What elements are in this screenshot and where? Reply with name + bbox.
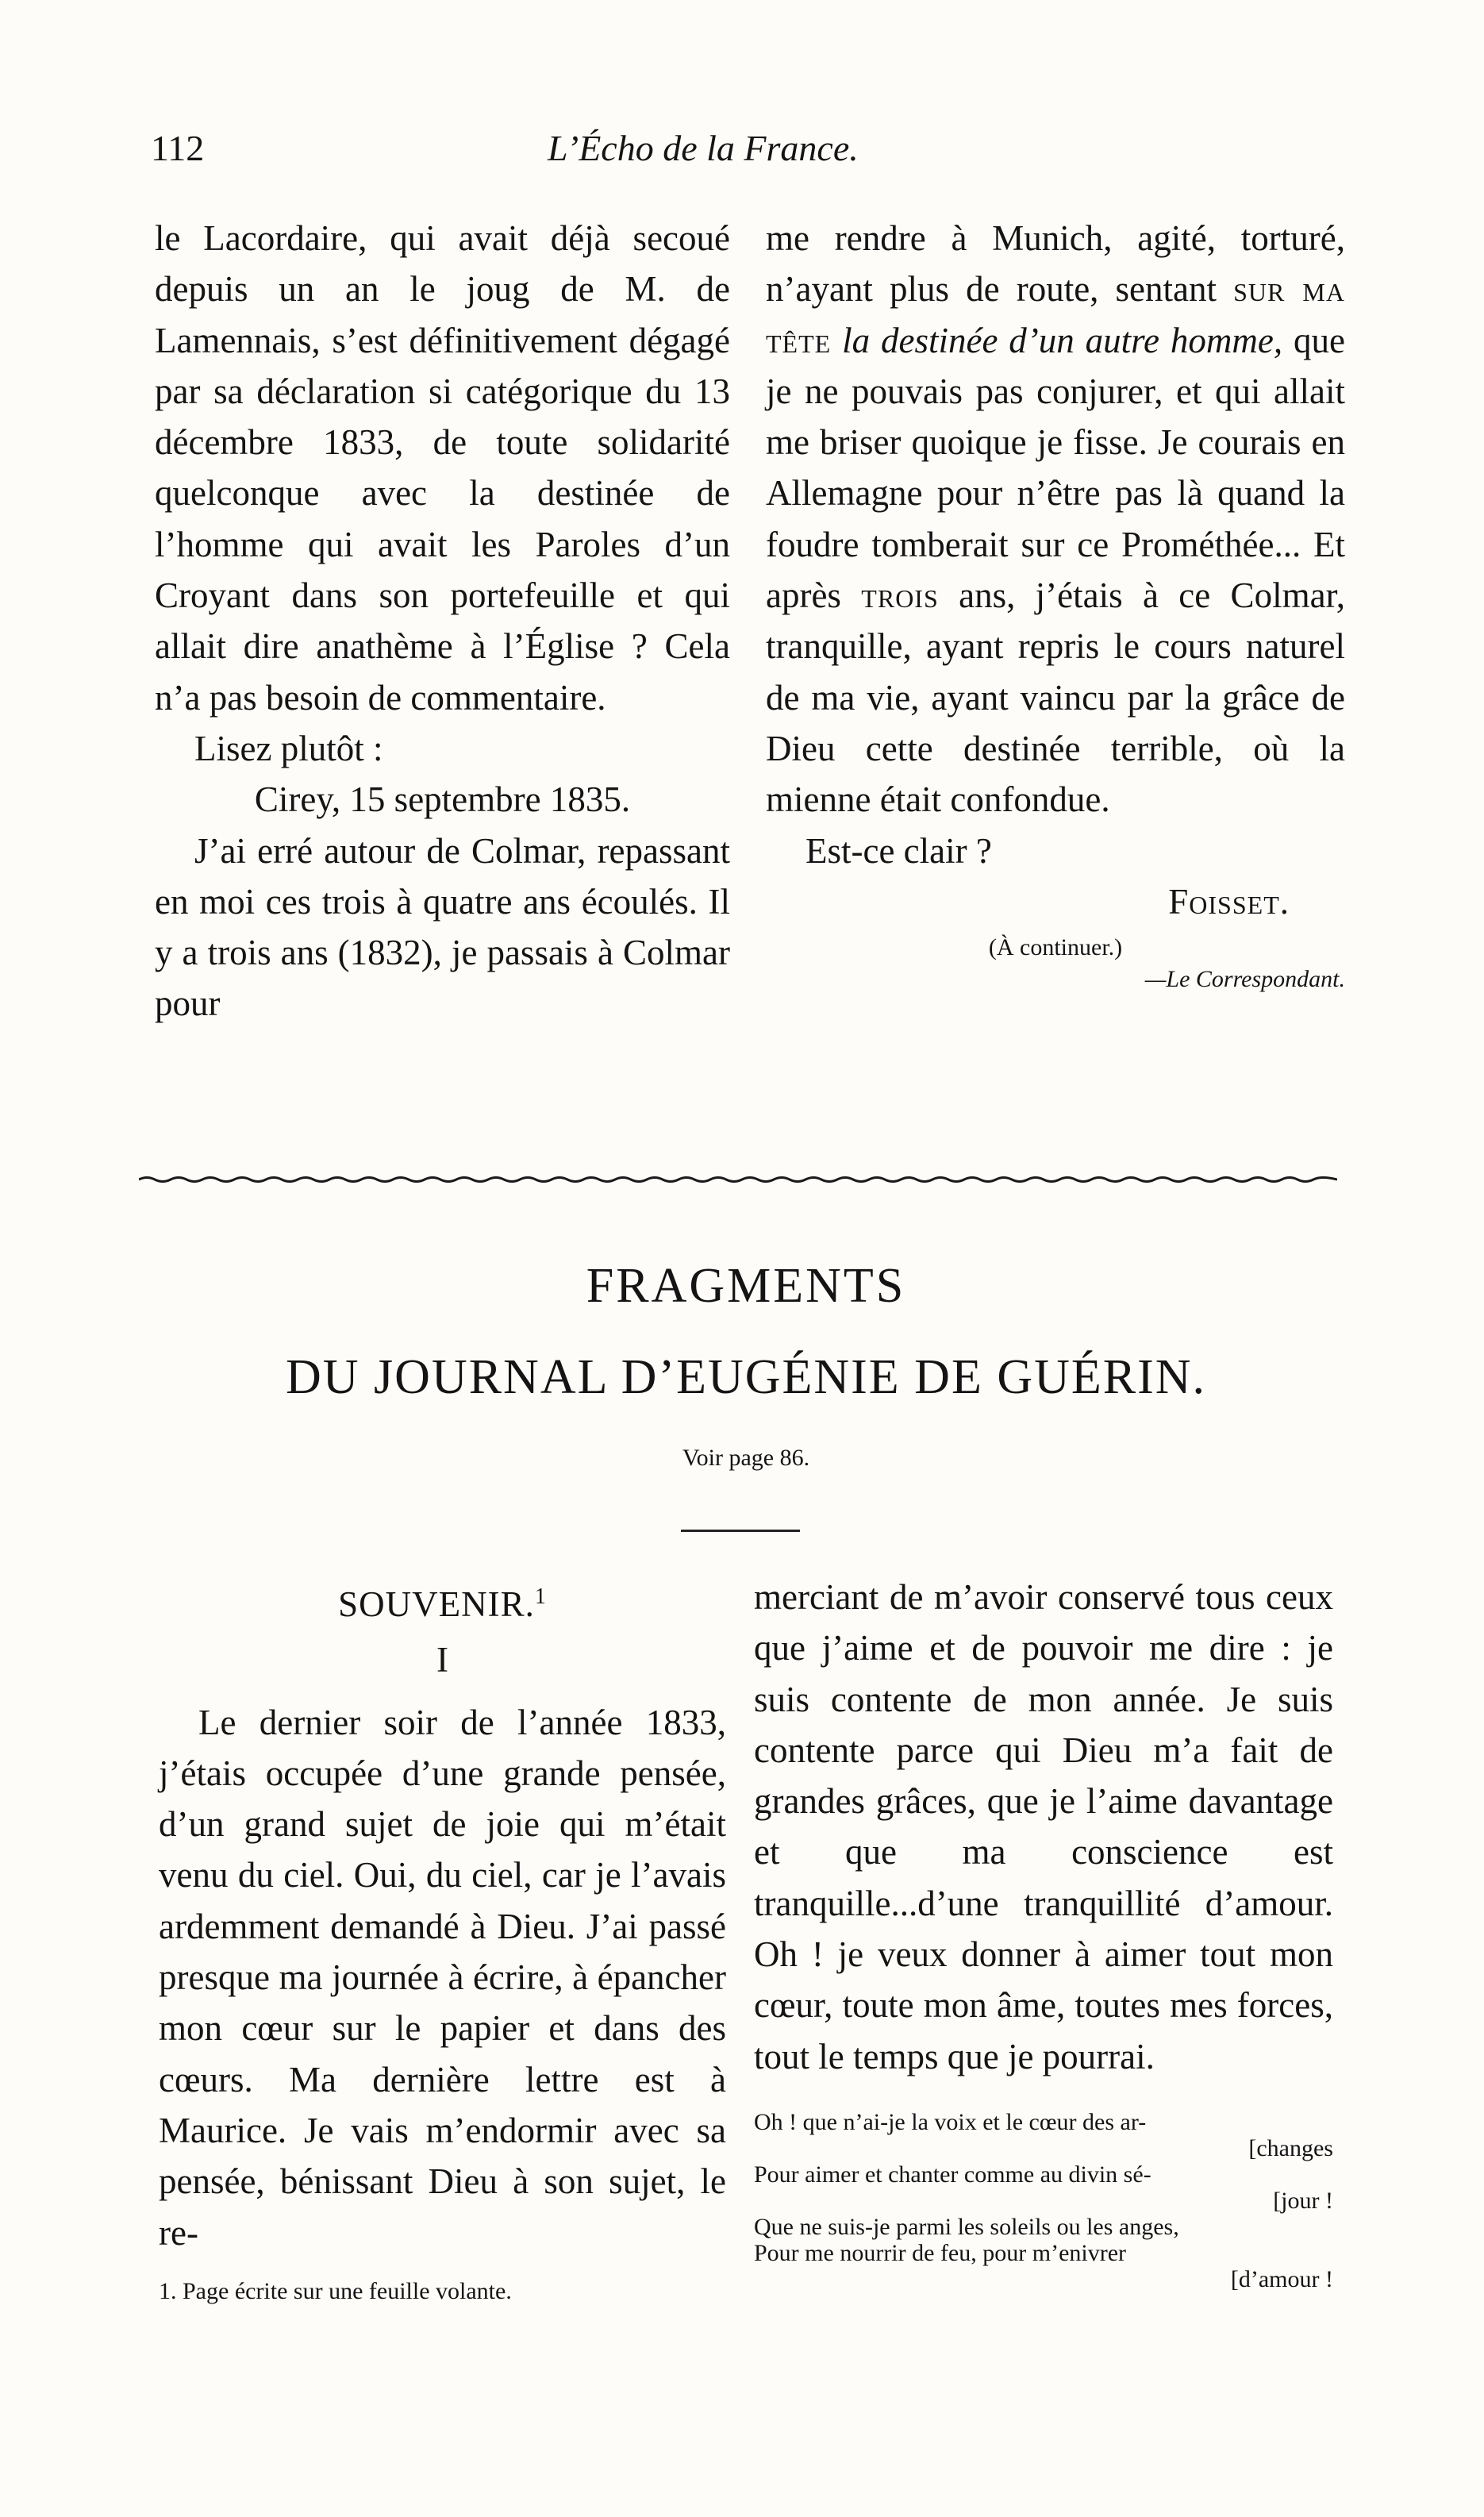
- paragraph: Le dernier soir de l’année 1833, j’étais occupée d’une grande pensée, d’un grand sujet de joie qui m’était venu du ciel. Oui, du ciel, car je l’avais ardemment demandé à Dieu. J’ai passé presque ma journée à écrire, à épancher mon cœur sur le papier et dans des cœurs. Ma dernière lettre est à Maurice. Je vais m’endormir avec sa pensée, bénissant Dieu à son sujet, le re-: [159, 1702, 726, 2253]
- footnote-marker: 1: [534, 1584, 547, 1609]
- verse-runover: [d’amour !: [1230, 2265, 1333, 2292]
- column-right-bottom: [754, 1572, 1333, 2292]
- page-number: 112: [151, 128, 205, 168]
- footnote: 1. Page écrite sur une feuille volante.: [159, 2278, 512, 2304]
- small-caps-run: sur ma tête: [766, 269, 1345, 360]
- source-citation: —Le Correspondant.: [1144, 966, 1345, 993]
- paragraph: le Lacordaire, qui avait déjà secoué depuis un an le joug de M. de Lamennais, s’est définitivement dégagé par sa déclaration si catégorique du 13 décembre 1833, de toute solidarité quelconque avec la destinée de l’homme qui avait les Paroles d’un Croyant dans son portefeuille et qui allait dire anathème à l’Église ? Cela n’a pas besoin de commentaire.: [155, 218, 730, 718]
- cross-reference: Voir page 86.: [682, 1445, 810, 1471]
- ornamental-rule: [139, 1175, 1337, 1184]
- verse-line: Que ne suis-je parmi les soleils ou les anges,: [754, 2213, 1179, 2240]
- signature: Foisset.: [1168, 881, 1290, 922]
- column-left-top: [155, 213, 730, 1030]
- paragraph: merciant de m’avoir conservé tous ceux que j’aime et de pouvoir me dire : je suis contente de mon année. Je suis contente parce qui Dieu m’a fait de grandes grâces, que je l’aime davantage et que ma conscience est tranquille...d’une tranquillité d’amour. Oh ! je veux donner à aimer tout mon cœur, toute mon âme, toutes mes forces, tout le temps que je pourrai.: [754, 1577, 1333, 2076]
- verse-line: Pour aimer et chanter comme au divin sé-: [754, 2161, 1151, 2188]
- page-header: [151, 127, 1341, 183]
- paragraph: Est-ce clair ?: [805, 830, 992, 871]
- verse-line: Oh ! que n’ai-je la voix et le cœur des ar-: [754, 2108, 1147, 2135]
- text-run: me rendre à Munich, agité, torturé, n’ayant plus de route, sentant: [766, 218, 1345, 310]
- column-left-bottom: [159, 1572, 726, 2258]
- paragraph: J’ai erré autour de Colmar, repassant en moi ces trois à quatre ans écoulés. Il y a trois ans (1832), je passais à Colmar pour: [155, 830, 730, 1024]
- verse-runover: [jour !: [1273, 2187, 1333, 2214]
- verse-runover: [changes: [1248, 2134, 1333, 2161]
- roman-numeral: I: [436, 1640, 448, 1680]
- text-run: que je ne pouvais pas conjurer, et qui allait me briser quoique je fisse. Je courais en Allemagne pour n’être pas là quand la foudre tomberait sur ce Prométhée... Et après: [766, 320, 1345, 616]
- running-title: L’Écho de la France.: [548, 128, 859, 168]
- divider: [681, 1530, 800, 1532]
- text-run: ans, j’étais à ce Colmar, tranquille, ayant repris le cours naturel de ma vie, ayant vaincu par la grâce de Dieu cette destinée terrible, où la mienne était confondue.: [766, 575, 1345, 820]
- verse-line: Pour me nourrir de feu, pour m’enivrer: [754, 2239, 1127, 2266]
- small-caps-run: trois: [861, 575, 939, 616]
- heading-text: SOUVENIR.: [338, 1584, 535, 1624]
- fragment-heading: [159, 1572, 726, 1630]
- section-subtitle: DU JOURNAL D’EUGÉNIE DE GUÉRIN.: [285, 1350, 1207, 1404]
- column-right-top: [766, 213, 1345, 995]
- continue-note: (À continuer.): [988, 934, 1123, 961]
- paragraph: [766, 213, 1345, 826]
- verse: [754, 2109, 1333, 2292]
- paragraph: Lisez plutôt :: [194, 728, 383, 768]
- italic-run: la destinée d’un autre homme,: [831, 320, 1283, 360]
- dateline: Cirey, 15 septembre 1835.: [254, 779, 631, 820]
- section-title: FRAGMENTS: [586, 1259, 906, 1313]
